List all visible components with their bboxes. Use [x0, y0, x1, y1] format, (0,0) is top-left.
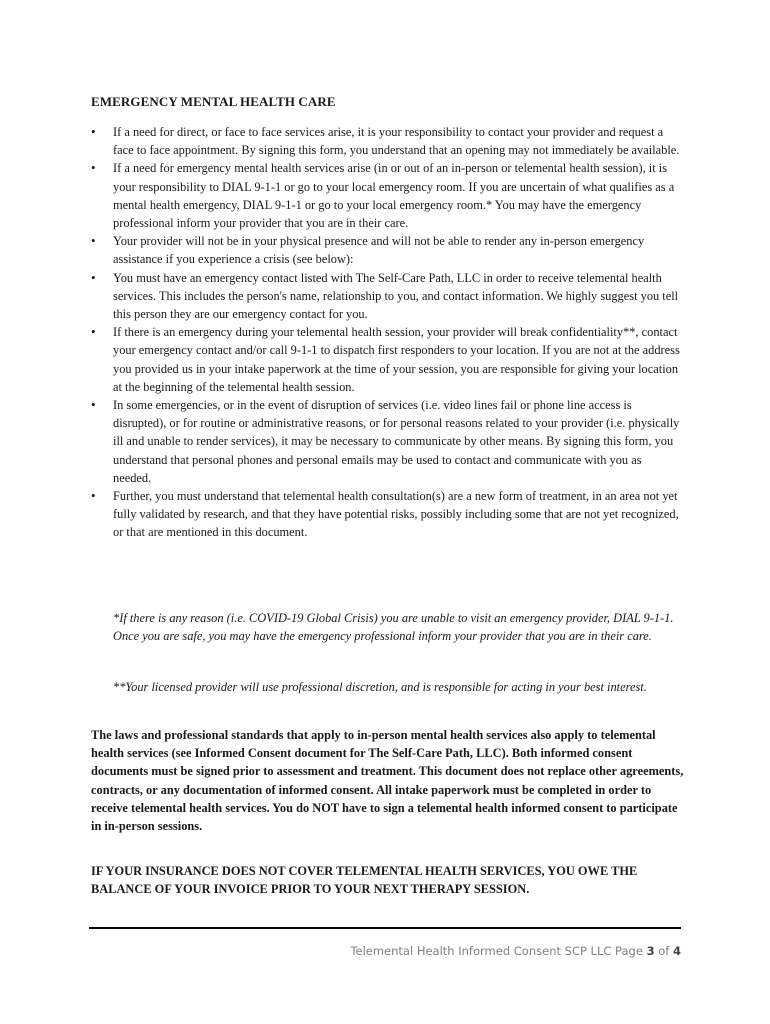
list-item: • If a need for emergency mental health services arise (in or out of an in-person or telemental health session), it is your responsibility to DIAL 9-1-1 or go to your local emergency room. If you are uncertain of what qualifies as a mental health emergency, DIAL 9-1-1 or go to your local emergency room.* You may have the emergency professional inform your provider that you are in their care.	[91, 159, 681, 232]
discretion-footnote: **Your licensed provider will use professional discretion, and is responsible for acting in your best interest.	[113, 680, 647, 694]
footer-label: Telemental Health Informed Consent SCP LLC Page	[350, 944, 643, 958]
list-item: • In some emergencies, or in the event of disruption of services (i.e. video lines fail or phone line access is disrupted), or for routine or administrative reasons, or for personal reasons related to your provider (i.e. physically ill and unable to render services), it may be necessary to communicate by other means. By signing this form, you understand that personal phones and personal emails may be used to contact and communicate with you as needed.	[91, 396, 681, 487]
list-item: • If there is an emergency during your telemental health session, your provider will break confidentiality**, contact your emergency contact and/or call 9-1-1 to dispatch first responders to your location. If you are not at the address you provided us in your intake paperwork at the time of your session, you are responsible for giving your location at the beginning of the telemental health session.	[91, 323, 681, 396]
page-footer	[350, 944, 681, 958]
insurance-notice: IF YOUR INSURANCE DOES NOT COVER TELEMENTAL HEALTH SERVICES, YOU OWE THE BALANCE OF YOUR INVOICE PRIOR TO YOUR NEXT THERAPY SESSION.	[91, 864, 638, 897]
list-item: • Further, you must understand that telemental health consultation(s) are a new form of treatment, in an area not yet fully validated by research, and that they have potential risks, possibly including some that are not yet recognized, or that are mentioned in this document.	[91, 487, 681, 542]
footer-of-label: of	[658, 944, 670, 958]
laws-paragraph: The laws and professional standards that apply to in-person mental health services also apply to telemental health services (see Informed Consent document for The Self-Care Path, LLC). Both informed consent documents must be signed prior to assessment and treatment. This document does not replace other agreements, contracts, or any documentation of informed consent. All intake paperwork must be completed in order to receive telemental health services. You do NOT have to sign a telemental health informed consent to participate in in-person sessions.	[91, 728, 684, 834]
list-item: • If a need for direct, or face to face services arise, it is your responsibility to contact your provider and request a face to face appointment. By signing this form, you understand that an opening may not immediately be available.	[91, 123, 681, 159]
total-page-number: 4	[672, 944, 681, 958]
list-item: • You must have an emergency contact listed with The Self-Care Path, LLC in order to receive telemental health services. This includes the person's name, relationship to you, and contact information. We highly suggest you tell this person they are our emergency contact for you.	[91, 269, 681, 324]
section-heading: EMERGENCY MENTAL HEALTH CARE	[91, 94, 336, 109]
emergency-footnote: *If there is any reason (i.e. COVID-19 Global Crisis) you are unable to visit an emergency provider, DIAL 9-1-1. Once you are safe, you may have the emergency professional inform your provider that you are in their care.	[113, 611, 674, 644]
footer-divider	[89, 927, 681, 929]
list-item: • Your provider will not be in your physical presence and will not be able to render any in-person emergency assistance if you experience a crisis (see below):	[91, 232, 681, 268]
bullet-list	[91, 123, 681, 542]
current-page-number: 3	[646, 944, 655, 958]
